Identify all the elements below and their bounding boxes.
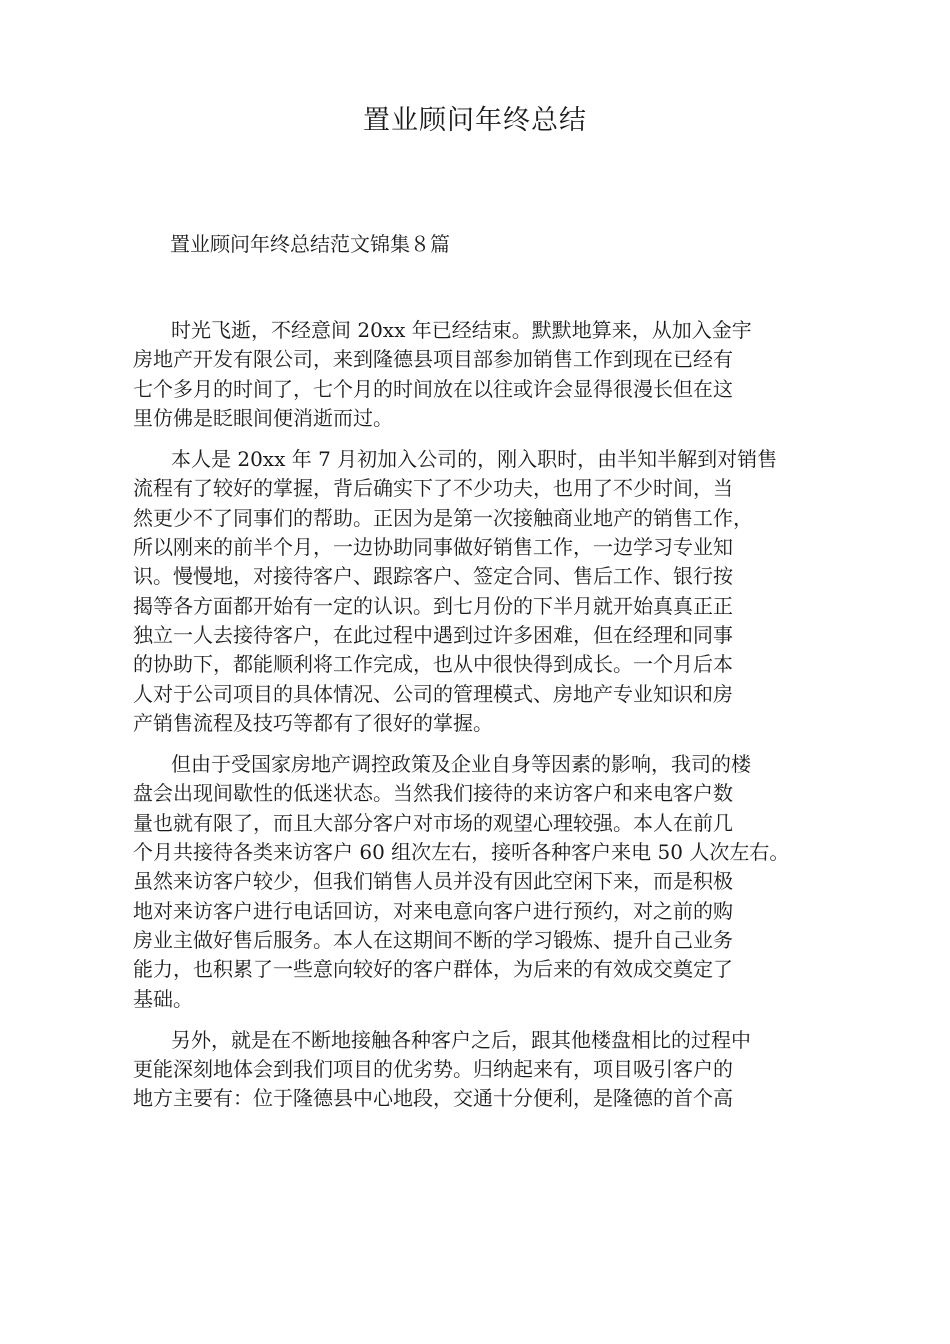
text-line: 更能深刻地体会到我们项目的优劣势。归纳起来有，项目吸引客户的 (133, 1057, 733, 1082)
text-line: 然更少不了同事们的帮助。正因为是第一次接触商业地产的销售工作， (133, 505, 753, 530)
text-line: 地方主要有：位于隆德县中心地段，交通十分便利，是隆德的首个高 (133, 1086, 733, 1111)
text-line: 个月共接待各类来访客户 60 组次左右，接听各种客户来电 50 人次左右。 (133, 840, 790, 865)
paragraph-2 (133, 445, 833, 738)
text-line: 时光飞逝，不经意间 20xx 年已经结束。默默地算来，从加入金宇 (171, 318, 752, 342)
document-title: 置业顾问年终总结 (363, 105, 587, 136)
text-line: 人对于公司项目的具体情况、公司的管理模式、房地产专业知识和房 (133, 681, 733, 706)
text-line: 独立一人去接待客户，在此过程中遇到过许多困难，但在经理和同事 (133, 622, 733, 647)
text-line: 的协助下，都能顺利将工作完成，也从中很快得到成长。一个月后本 (133, 652, 733, 677)
paragraph-1 (133, 316, 833, 433)
text-line: 房地产开发有限公司，来到隆德县项目部参加销售工作到现在已经有 (133, 347, 733, 372)
text-line: 基础。 (133, 986, 193, 1011)
text-line: 所以刚来的前半个月，一边协助同事做好销售工作，一边学习专业知 (133, 535, 733, 560)
text-line: 产销售流程及技巧等都有了很好的掌握。 (133, 710, 493, 735)
document-subtitle: 置业顾问年终总结范文锦集８篇 (170, 232, 450, 256)
text-line: 房业主做好售后服务。本人在这期间不断的学习锻炼、提升自己业务 (133, 927, 733, 952)
text-line: 揭等各方面都开始有一定的认识。到七月份的下半月就开始真真正正 (133, 593, 733, 618)
text-line: 里仿佛是眨眼间便消逝而过。 (133, 405, 393, 430)
text-line: 虽然来访客户较少，但我们销售人员并没有因此空闲下来，而是积极 (133, 869, 733, 894)
text-line: 本人是 20xx 年 7 月初加入公司的，刚入职时，由半知半解到对销售 (171, 447, 778, 472)
text-line: 另外，就是在不断地接触各种客户之后，跟其他楼盘相比的过程中 (171, 1027, 751, 1052)
text-line: 流程有了较好的掌握，背后确实下了不少功夫，也用了不少时间，当 (133, 476, 733, 501)
paragraph-3 (133, 750, 833, 1014)
paragraph-4 (133, 1026, 833, 1114)
text-line: 盘会出现间歇性的低迷状态。当然我们接待的来访客户和来电客户数 (133, 781, 733, 806)
text-line: 但由于受国家房地产调控政策及企业自身等因素的影响，我司的楼 (171, 752, 751, 777)
document-body (133, 316, 833, 1126)
text-line: 量也就有限了，而且大部分客户对市场的观望心理较强。本人在前几 (133, 810, 733, 835)
text-line: 七个多月的时间了，七个月的时间放在以往或许会显得很漫长但在这 (133, 376, 733, 401)
text-line: 识。慢慢地，对接待客户、跟踪客户、签定合同、售后工作、银行按 (133, 564, 733, 589)
text-line: 地对来访客户进行电话回访，对来电意向客户进行预约，对之前的购 (133, 898, 733, 923)
text-line: 能力，也积累了一些意向较好的客户群体，为后来的有效成交奠定了 (133, 957, 733, 982)
